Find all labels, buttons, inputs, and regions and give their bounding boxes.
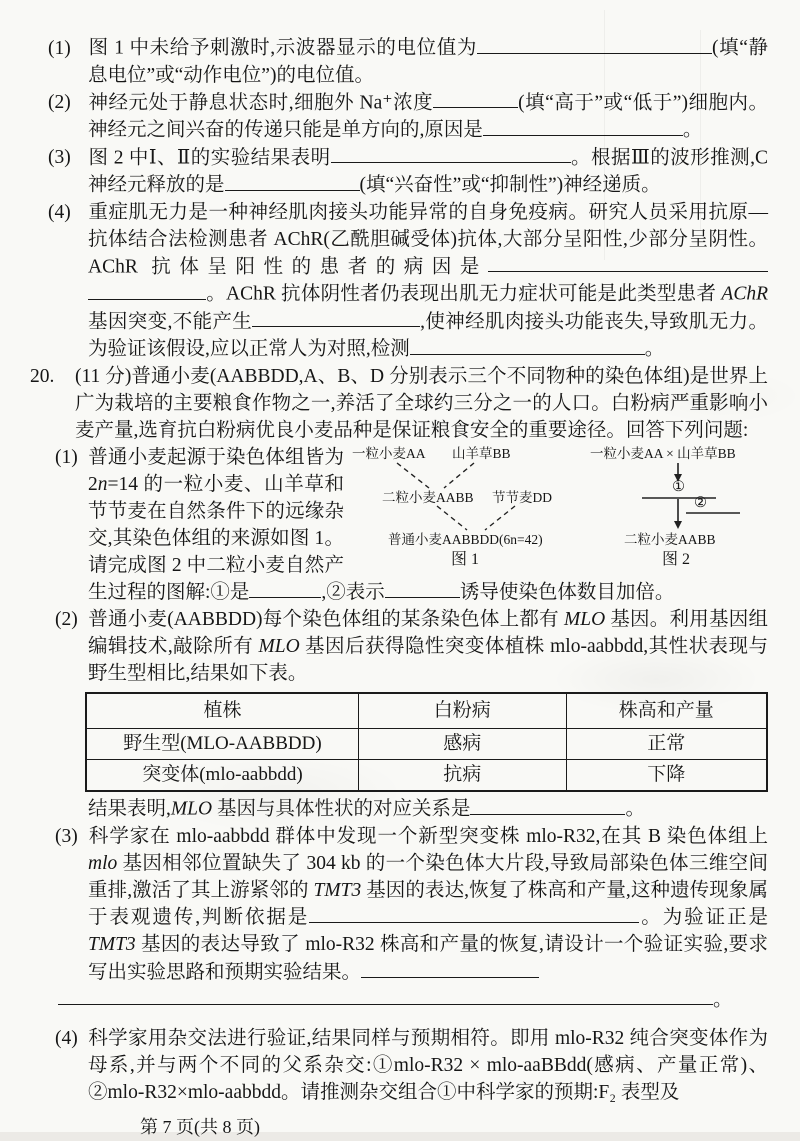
blank-underline <box>433 89 518 109</box>
table-cell: 下降 <box>566 760 767 792</box>
table-header-row <box>86 693 767 729</box>
blank-underline <box>249 579 321 599</box>
figure1-emmer-label: 二粒小麦AABB <box>382 489 474 505</box>
blank-underline <box>309 904 639 924</box>
text-run: 。 <box>625 798 645 820</box>
figure-2 <box>584 446 768 576</box>
text-run: MLO <box>258 636 300 658</box>
text-run: (填“静息电位”或“动作电位”)的电位值。 <box>88 37 768 86</box>
question-20-stem-text <box>75 366 768 441</box>
blank-underline <box>488 253 768 273</box>
item-label: (2) <box>55 609 78 631</box>
text-run: MLO <box>564 609 606 631</box>
blank-underline <box>483 116 683 136</box>
text-run: 重症肌无力是一种神经肌肉接头功能异常的自身免疫病。研究人员采用抗原—抗体结合法检测患者 AChR(乙酰胆碱受体)抗体,大部分呈阳性,少部分呈阴性。AChR 抗体呈阳性的患者的病因是 <box>88 201 768 278</box>
table-cell: 抗病 <box>358 760 566 792</box>
text-run: MLO <box>170 798 213 820</box>
table-cell: 感病 <box>358 729 566 760</box>
table-header-cell: 植株 <box>86 693 358 729</box>
item-label: (3) <box>48 147 71 169</box>
text-run: 。 <box>682 119 703 141</box>
text-run: 诱导使染色体数目加倍。 <box>459 582 675 604</box>
q20-item-2-text <box>88 609 768 684</box>
item-label: (1) <box>48 37 71 59</box>
table-cell: 正常 <box>566 729 767 760</box>
table-header-cell: 株高和产量 <box>566 693 767 729</box>
q20-item-4-text <box>88 1028 768 1103</box>
text-run: 基因后获得隐性突变体植株 mlo-aabbdd,其性状表现与野生型相比,结果如下表。 <box>88 636 768 685</box>
figure-1 <box>352 446 578 576</box>
table-cell: 野生型(MLO-AABBDD) <box>86 729 358 760</box>
text-run: 。为验证正是 <box>639 907 768 929</box>
item-label: (3) <box>55 825 78 847</box>
text-run: 图 1 中未给予刺激时,示波器显示的电位值为 <box>88 37 477 59</box>
text-run: 。AChR 抗体阴性者仍表现出肌无力症状可能是此类型患者 <box>206 283 722 305</box>
text-run: TMT3 <box>88 934 136 956</box>
item-label: (4) <box>48 201 71 223</box>
figure-group <box>352 446 768 576</box>
text-run: (11 分)普通小麦(AABBDD,A、B、D 分别表示三个不同物种的染色体组)是世界上广为栽培的主要粮食作物之一,养活了全球约三分之一的人口。白粉病严重影响小麦产量,选育抗白粉病优良小麦品种是保证粮食安全的重要途径。回答下列问题: <box>75 365 768 441</box>
sub-question <box>48 144 769 199</box>
figure1-goatgrass-label: 山羊草BB <box>452 445 511 461</box>
text-run: (填“兴奋性”或“抑制性”)神经递质。 <box>359 174 661 196</box>
text-run: 基因。利用基因组编辑技术,敲除所有 <box>88 609 768 658</box>
text-run: AChR <box>721 283 768 305</box>
table-row <box>86 729 767 760</box>
figure2-emmer-label: 二粒小麦AABB <box>624 531 716 547</box>
figure1-common-wheat-label: 普通小麦AABBDD(6n=42) <box>388 531 543 547</box>
text-run: ,使神经肌肉接头功能丧失,导致肌无力。为验证该假设,应以正常人为对照,检测 <box>88 311 768 360</box>
text-run: 普通小麦起源于染色体组皆为 2 <box>88 446 344 495</box>
text-run: =14 的一粒小麦、山羊草和节节麦在自然条件下的远缘杂交,其染色体组的来源如图 1。请完成图 2 中二粒小麦自然产生过程的图解:①是 <box>88 473 344 604</box>
figure2-cross-label: 一粒小麦AA × 山羊草BB <box>590 445 736 461</box>
results-table <box>85 692 768 792</box>
text-run: 科学家在 mlo-aabbdd 群体中发现一个新型突变株 mlo-R32,在其 B 染色体组上 <box>88 825 768 847</box>
text-run: 基因的表达导致了 mlo-R32 株高和产量的恢复,请设计一个验证实验,要求写出实验思路和预期实验结果。 <box>88 934 768 983</box>
figure1-caption: 图 1 <box>450 550 480 568</box>
scan-artifact-line <box>700 30 701 230</box>
table-row <box>86 760 767 792</box>
table-header-cell: 白粉病 <box>358 693 566 729</box>
blank-underline <box>477 34 712 54</box>
blank-underline <box>385 579 460 599</box>
q20-item-4 <box>55 1025 768 1106</box>
text-run: 基因的表达,恢复了株高和产量,这种遗传现象属于表观遗传,判断依据是 <box>88 879 768 929</box>
text-run: 基因突变,不能产生 <box>88 311 253 333</box>
text-run: 。 <box>644 338 665 360</box>
q20-item-2 <box>55 606 768 687</box>
text-run: mlo <box>88 852 118 874</box>
sub-question <box>48 34 768 89</box>
blank-underline <box>58 986 713 1006</box>
text-run: 。 <box>713 989 733 1011</box>
item-label: (4) <box>55 1028 78 1050</box>
blank-underline <box>252 308 420 328</box>
text-run: ,②表示 <box>321 582 385 604</box>
q20-item-3-text <box>88 826 768 983</box>
blank-underline <box>470 795 625 815</box>
q20-item-3-continuation <box>58 986 768 1014</box>
blank-underline <box>361 958 539 978</box>
blank-underline <box>410 335 645 355</box>
text-run: 普通小麦(AABBDD)每个染色体组的某条染色体上都有 <box>88 609 564 631</box>
question-number: 20. <box>30 365 55 387</box>
table-conclusion <box>88 795 768 823</box>
text-run: 基因与具体性状的对应关系是 <box>212 798 471 820</box>
blank-underline <box>88 280 206 300</box>
question-19-items <box>30 34 768 363</box>
blank-underline <box>225 171 360 191</box>
table-cell: 突变体(mlo-aabbdd) <box>86 760 358 792</box>
q20-item-3 <box>55 823 768 986</box>
page-footer <box>140 1114 768 1141</box>
figure2-step2-circled-number: ② <box>694 494 707 511</box>
text-run: (填“高于”或“低于”)细胞内。神经元之间兴奋的传递只能是单方向的,原因是 <box>88 92 769 141</box>
text-run: 。根据Ⅲ的波形推测,C 神经元释放的是 <box>88 147 769 196</box>
sub-question <box>48 89 769 144</box>
blank-underline <box>331 144 571 164</box>
page-number-text: 第 7 页(共 8 页) <box>140 1117 260 1138</box>
text-run: n <box>97 473 108 495</box>
text-run: 图 2 中Ⅰ、Ⅱ的实验结果表明 <box>88 147 331 169</box>
item-label: (1) <box>55 446 78 468</box>
sub-question <box>48 199 768 363</box>
text-run: TMT3 <box>313 879 362 901</box>
figure2-step1-circled-number: ① <box>672 478 685 495</box>
text-run: 基因相邻位置缺失了 304 kb 的一个染色体大片段,导致局部染色体三维空间重排,激活了其上游紧邻的 <box>88 852 768 901</box>
text-run: 结果表明, <box>88 798 171 820</box>
figure2-caption: 图 2 <box>661 550 691 568</box>
text-run: 科学家用杂交法进行验证,结果同样与预期相符。即用 mlo-R32 纯合突变体作为母系,并与两个不同的父系杂交:①mlo-R32 × mlo-aaBBdd(感病、产量正常)、②mlo-R32×mlo-aabbdd。请推测杂交组合①中科学家的预期:F₂ 表型及 <box>88 1028 768 1104</box>
question-20-stem <box>30 363 768 444</box>
figure1-aegilops-label: 节节麦DD <box>492 489 552 505</box>
text-run: 神经元处于静息状态时,细胞外 Na⁺浓度 <box>88 92 434 114</box>
question-20 <box>30 363 768 1107</box>
figure1-einkorn-label: 一粒小麦AA <box>352 445 426 461</box>
item-label: (2) <box>48 92 71 114</box>
scan-artifact-line <box>604 10 605 260</box>
